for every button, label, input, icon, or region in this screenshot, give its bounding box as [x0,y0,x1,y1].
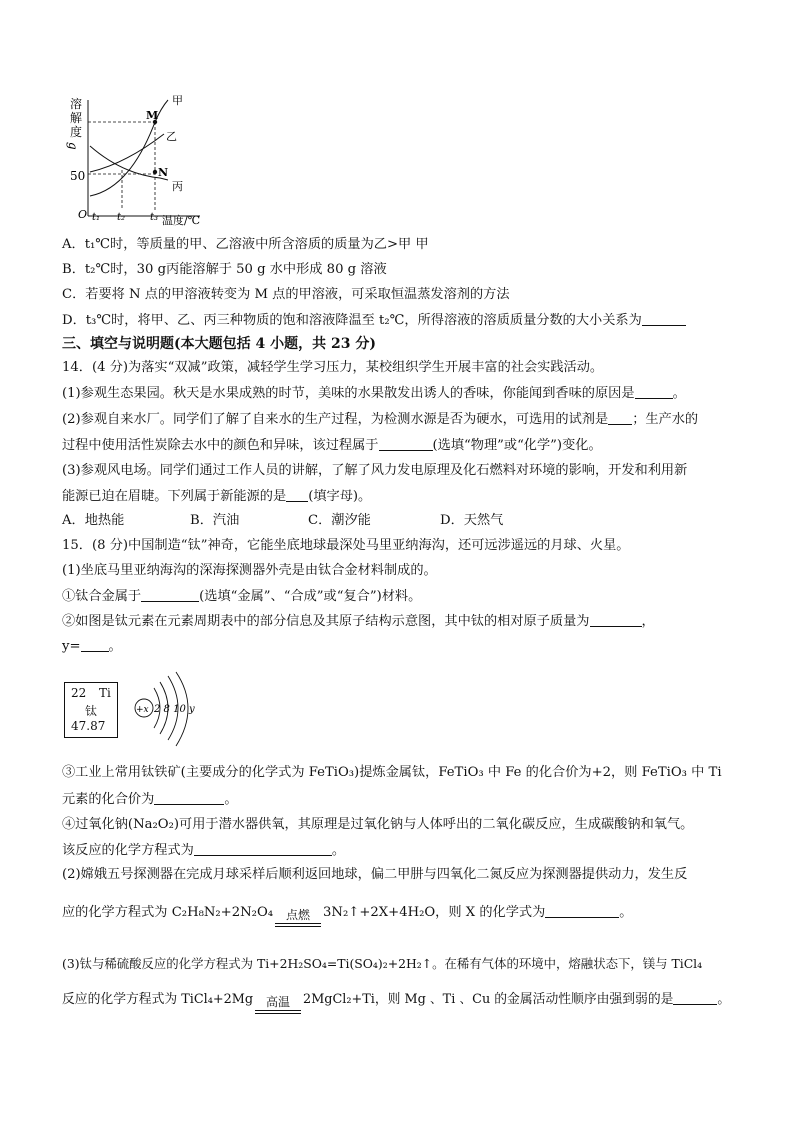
q15-part1-4-line2 [62,841,345,860]
q14-part3-line2 [62,487,371,506]
q15-part1-2-line1 [62,612,655,631]
q14-option-c: C．潮汐能 [308,513,371,528]
q14-part1: (1)参观生态果园。秋天是水果成熟的时节，美味的水果散发出诱人的香味，你能闻到香味的原因是 。 [62,386,686,401]
q15-part3-line1: (3)钛与稀硫酸反应的化学方程式为 Ti+2H₂SO₄=Ti(SO₄)₂+2H₂↑。在稀有气体的环境中，熔融状态下，镁与 TiCl₄ [62,956,703,971]
q15-part3-text-c: 2MgCl₂+Ti，则 Mg 、Ti 、Cu 的金属活动性顺序由强到弱的是 [303,992,674,1007]
q14-part2-text-b: ；生产水的 [632,412,699,427]
answer-blank [635,384,673,399]
q15-part1-2-text-d: 。 [108,639,122,654]
q14-part2-line1 [62,410,698,429]
curve-label-bing: 丙 [172,180,183,193]
q14-stem: 14．(4 分)为落实“双减”政策，减轻学生学习压力，某校组织学生开展丰富的社会实践活动。 [62,360,604,375]
answer-blank [141,587,199,602]
answer-blank [379,436,433,451]
condition-line-2 [275,926,321,927]
q13-option-d [62,311,686,330]
q14-option-b: B．汽油 [190,513,240,528]
q14-part2-text-c: 过程中使用活性炭除去水中的颜色和异味，该过程属于 [62,438,379,453]
x-tick-t3: t₃ [150,212,159,223]
q15-part1-2-text-b: ， [641,614,655,629]
y-label-1: 溶 [70,97,83,111]
periodic-table-cell [64,682,118,738]
answer-blank [154,790,224,805]
q13-option-a: A．t₁℃时，等质量的甲、乙溶液中所含溶质的质量为乙>甲 甲 [62,237,429,252]
curve-label-jia: 甲 [172,94,183,107]
q15-part2-line1: (2)嫦娥五号探测器在完成月球采样后顺利返回地球，偏二甲肼与四氧化二氮反应为探测器提供动力，发生反 [62,867,688,882]
atom-structure-diagram [130,670,230,750]
q15-part1-3-line1: ③工业上常用钛铁矿(主要成分的化学式为 FeTiO₃)提炼金属钛，FeTiO₃ 中 Fe 的化合价为+2，则 FeTiO₃ 中 Ti [62,765,722,780]
point-n-dot [153,170,157,174]
atomic-mass: 47.87 [71,719,106,733]
y-tick-50: 50 [70,169,86,183]
q15-part1-2-text-c: y= [62,639,81,654]
q13-option-d-text: D．t₃℃时，将甲、乙、丙三种物质的饱和溶液降温至 t₂℃，所得溶液的溶质质量分数的大小关系为 [62,313,642,328]
origin-label: O [78,208,88,221]
q15-part1-3-line2 [62,790,238,809]
q15-part2-text-c: 3N₂↑+2X+4H₂O，则 X 的化学式为 [323,905,546,920]
condition-text: 点燃 [286,908,311,922]
y-unit: g [66,142,80,150]
condition-line [255,1010,301,1011]
q15-part3-text-d: 。 [717,992,731,1007]
q15-part1-3-text-b: 元素的化合价为 [62,792,155,807]
curve-yi [90,134,164,172]
condition-line [275,923,321,924]
q15-part1-4-text-c: 。 [331,843,346,858]
x-axis-label: 温度/℃ [162,214,201,227]
point-n-label: N [158,166,169,179]
answer-blank [545,903,619,918]
q15-part1-4-text-b: 该反应的化学方程式为 [62,843,194,858]
curve-label-yi: 乙 [166,130,177,143]
q15-part2-line2 [62,903,632,927]
electron-counts: 2 8 10 y [154,704,195,715]
condition-text: 高温 [266,995,291,1009]
q15-part1-2-text-a: ②如图是钛元素在元素周期表中的部分信息及其原子结构示意图，其中钛的相对原子质量为 [62,614,590,629]
answer-blank [194,841,332,856]
q15-stem: 15．(8 分)中国制造“钛”神奇，它能坐底地球最深处马里亚纳海沟，还可远涉遥远的月球、火星。 [62,538,630,553]
q14-part3-text-b: 能源已迫在眉睫。下列属于新能源的是 [62,489,287,504]
q14-part2-text-d: (选填“物理”或“化学”)变化。 [432,438,602,453]
answer-blank [673,990,717,1005]
solubility-graph [60,92,210,232]
q14-part2-line2 [62,436,602,455]
q15-part1: (1)坐底马里亚纳海沟的深海探测器外壳是由钛合金材料制成的。 [62,563,437,578]
reaction-condition-high-temp [255,996,301,1014]
q14-option-d: D．天然气 [440,513,504,528]
q14-part3-text-c: (填字母)。 [308,489,372,504]
q14-part3-line1: (3)参观风电场。同学们通过工作人员的讲解，了解了风力发电原理及化石燃料对环境的影响，开发和利用新 [62,463,688,478]
element-name: 钛 [85,704,98,718]
q14-part1-text: (1)参观生态果园。秋天是水果成熟的时节，美味的水果散发出诱人的香味，你能闻到香味的原因是 [62,386,635,401]
answer-blank [286,487,308,502]
point-m-label: M [146,109,159,122]
curve-bing [90,146,168,180]
condition-line-2 [255,1013,301,1014]
y-label-2: 解 [70,111,83,125]
q14-options [62,512,503,530]
nucleus-charge: +x [136,705,149,715]
section3-heading: 三、填空与说明题(本大题包括 4 小题，共 23 分) [62,336,376,352]
q14-option-a: A．地热能 [62,513,125,528]
reaction-condition-ignite [275,909,321,927]
q15-part1-4-line1: ④过氧化钠(Na₂O₂)可用于潜水器供氧，其原理是过氧化钠与人体呼出的二氧化碳反应，生成碳酸钠和氧气。 [62,817,694,832]
q15-part1-1-text-a: ①钛合金属于 [62,589,142,604]
q15-part2-text-d: 。 [619,905,633,920]
q15-part1-1 [62,587,421,606]
q15-part1-1-text-b: (选填“金属”、“合成”或“复合”)材料。 [199,589,422,604]
answer-blank [81,637,109,652]
x-tick-t1: t₁ [92,212,101,223]
q15-part1-2-line2 [62,637,122,656]
answer-blank [642,311,686,326]
x-tick-t2: t₂ [117,212,126,223]
q15-part1-3-text-c: 。 [224,792,238,807]
y-label-3: 度 [70,125,83,139]
element-symbol: Ti [99,686,111,700]
q14-part2-text-a: (2)参观自来水厂。同学们了解了自来水的生产过程，为检测水源是否为硬水，可选用的试剂是 [62,412,609,427]
answer-blank [608,410,632,425]
atomic-number: 22 [71,686,87,700]
q15-part3-text-b: 反应的化学方程式为 TiCl₄+2Mg [62,992,254,1007]
q15-part2-text-b: 应的化学方程式为 C₂H₈N₂+2N₂O₄ [62,905,274,920]
q13-option-c: C．若要将 N 点的甲溶液转变为 M 点的甲溶液，可采取恒温蒸发溶剂的方法 [62,287,510,302]
answer-blank [590,612,642,627]
q13-option-b: B．t₂℃时，30 g丙能溶解于 50 g 水中形成 80 g 溶液 [62,262,387,277]
q15-part3-line2 [62,990,730,1014]
